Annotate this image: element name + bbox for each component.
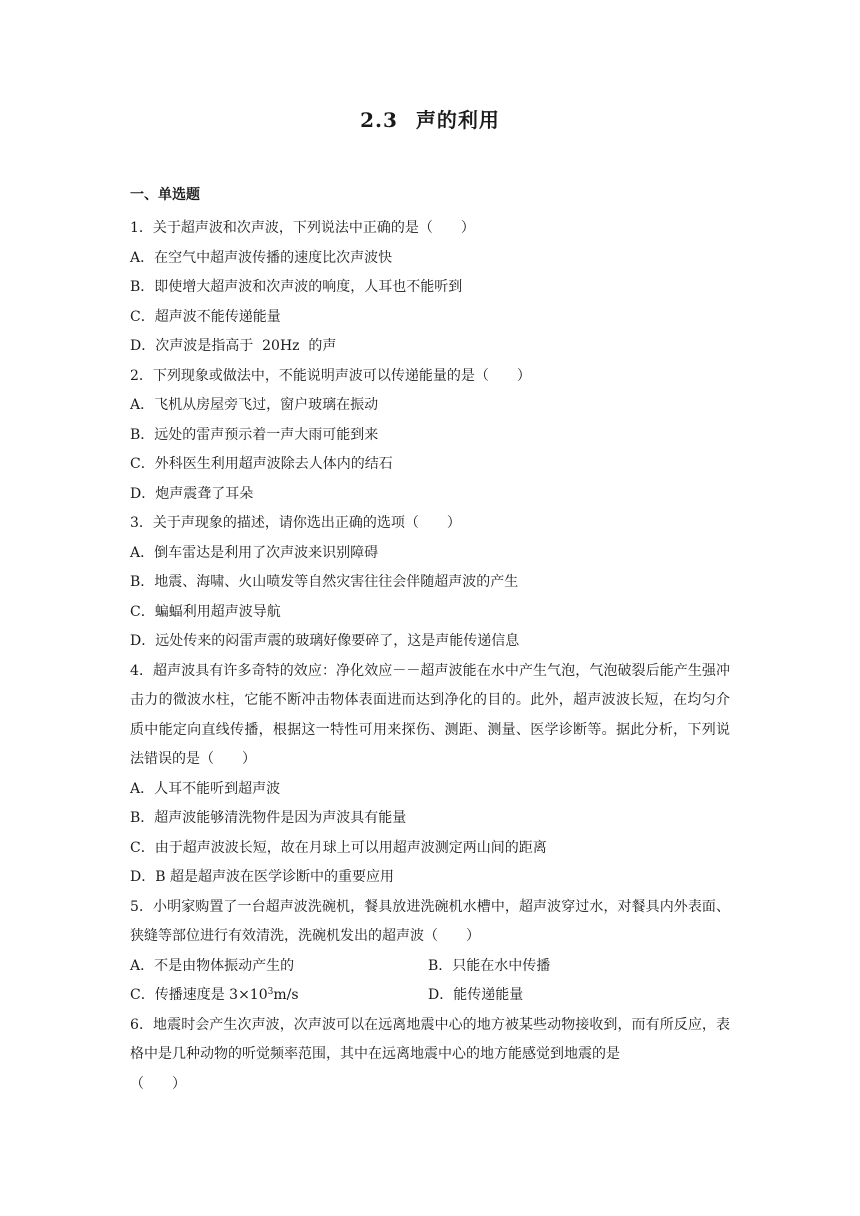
option-c-exponent: 3 — [267, 987, 274, 997]
question-stem: 6．地震时会产生次声波，次声波可以在远离地震中心的地方被某些动物接收到，而有所反应，表格中是几种动物的听觉频率范围，其中在远离地震中心的地方能感觉到地震的是 — [130, 1016, 730, 1062]
question-2 — [130, 362, 730, 510]
option-c-unit: m/s — [273, 987, 299, 1003]
option-b: B．远处的雷声预示着一声大雨可能到来 — [130, 426, 379, 443]
question-stem: 5．小明家购置了一台超声波洗碗机，餐具放进洗碗机水槽中，超声波穿过水，对餐具内外表面、狭缝等部位进行有效清洗，洗碗机发出的超声波（ ） — [130, 898, 730, 944]
question-stem: 3．关于声现象的描述，请你选出正确的选项（ ） — [130, 515, 461, 531]
option-a: A．不是由物体振动产生的 — [130, 957, 295, 974]
question-6 — [130, 1011, 730, 1100]
option-c: C．蝙蝠利用超声波导航 — [130, 603, 281, 620]
option-b: B．即使增大超声波和次声波的响度，人耳也不能听到 — [130, 279, 463, 295]
question-stem: 2．下列现象或做法中，不能说明声波可以传递能量的是（ ） — [130, 367, 531, 384]
question-list — [130, 184, 730, 1099]
question-stem: 1．关于超声波和次声波，下列说法中正确的是（ ） — [130, 220, 475, 236]
question-5 — [130, 893, 730, 1011]
option-c: C．外科医生利用超声波除去人体内的结石 — [130, 456, 393, 472]
title-text: 声的利用 — [415, 108, 500, 132]
option-a: A．人耳不能听到超声波 — [130, 780, 281, 797]
option-d: D．炮声震聋了耳朵 — [130, 485, 254, 502]
option-a: A．飞机从房屋旁飞过，窗户玻璃在振动 — [130, 397, 379, 413]
options-row-1 — [130, 952, 730, 982]
option-d: D．B 超是超声波在医学诊断中的重要应用 — [130, 869, 394, 885]
option-a: A．在空气中超声波传播的速度比次声波快 — [130, 249, 393, 266]
question-stem: 4．超声波具有许多奇特的效应：净化效应－－超声波能在水中产生气泡，气泡破裂后能产生强冲击力的微波水柱，它能不断冲击物体表面进而达到净化的目的。此外，超声波波长短，在均匀介质中能定向直线传播，根据这一特性可用来探伤、测距、测量、医学诊断等。据此分析，下列说法错误的是（ ） — [130, 662, 730, 767]
options-row-2 — [130, 981, 730, 1011]
option-c: C．超声波不能传递能量 — [130, 308, 281, 325]
option-c — [130, 981, 428, 1011]
option-c-prefix: C．传播速度是 3×10 — [130, 987, 268, 1003]
option-a: A．倒车雷达是利用了次声波来识别障碍 — [130, 544, 379, 561]
option-d: D．能传递能量 — [428, 987, 524, 1003]
option-c: C．由于超声波波长短，故在月球上可以用超声波测定两山间的距离 — [130, 839, 547, 856]
question-1 — [130, 214, 730, 362]
question-3 — [130, 509, 730, 657]
option-b: B．只能在水中传播 — [428, 957, 551, 974]
page-title — [0, 104, 860, 133]
option-b: B．超声波能够清洗物件是因为声波具有能量 — [130, 810, 407, 826]
question-4 — [130, 657, 730, 893]
section-number: 2.3 — [360, 108, 398, 132]
option-d: D．远处传来的闷雷声震的玻璃好像要碎了，这是声能传递信息 — [130, 633, 520, 649]
option-d: D．次声波是指高于 20Hz 的声 — [130, 338, 337, 354]
answer-paren: （ ） — [130, 1075, 186, 1092]
section-heading: 一、单选题 — [130, 187, 200, 203]
option-b: B．地震、海啸、火山喷发等自然灾害往往会伴随超声波的产生 — [130, 574, 519, 590]
